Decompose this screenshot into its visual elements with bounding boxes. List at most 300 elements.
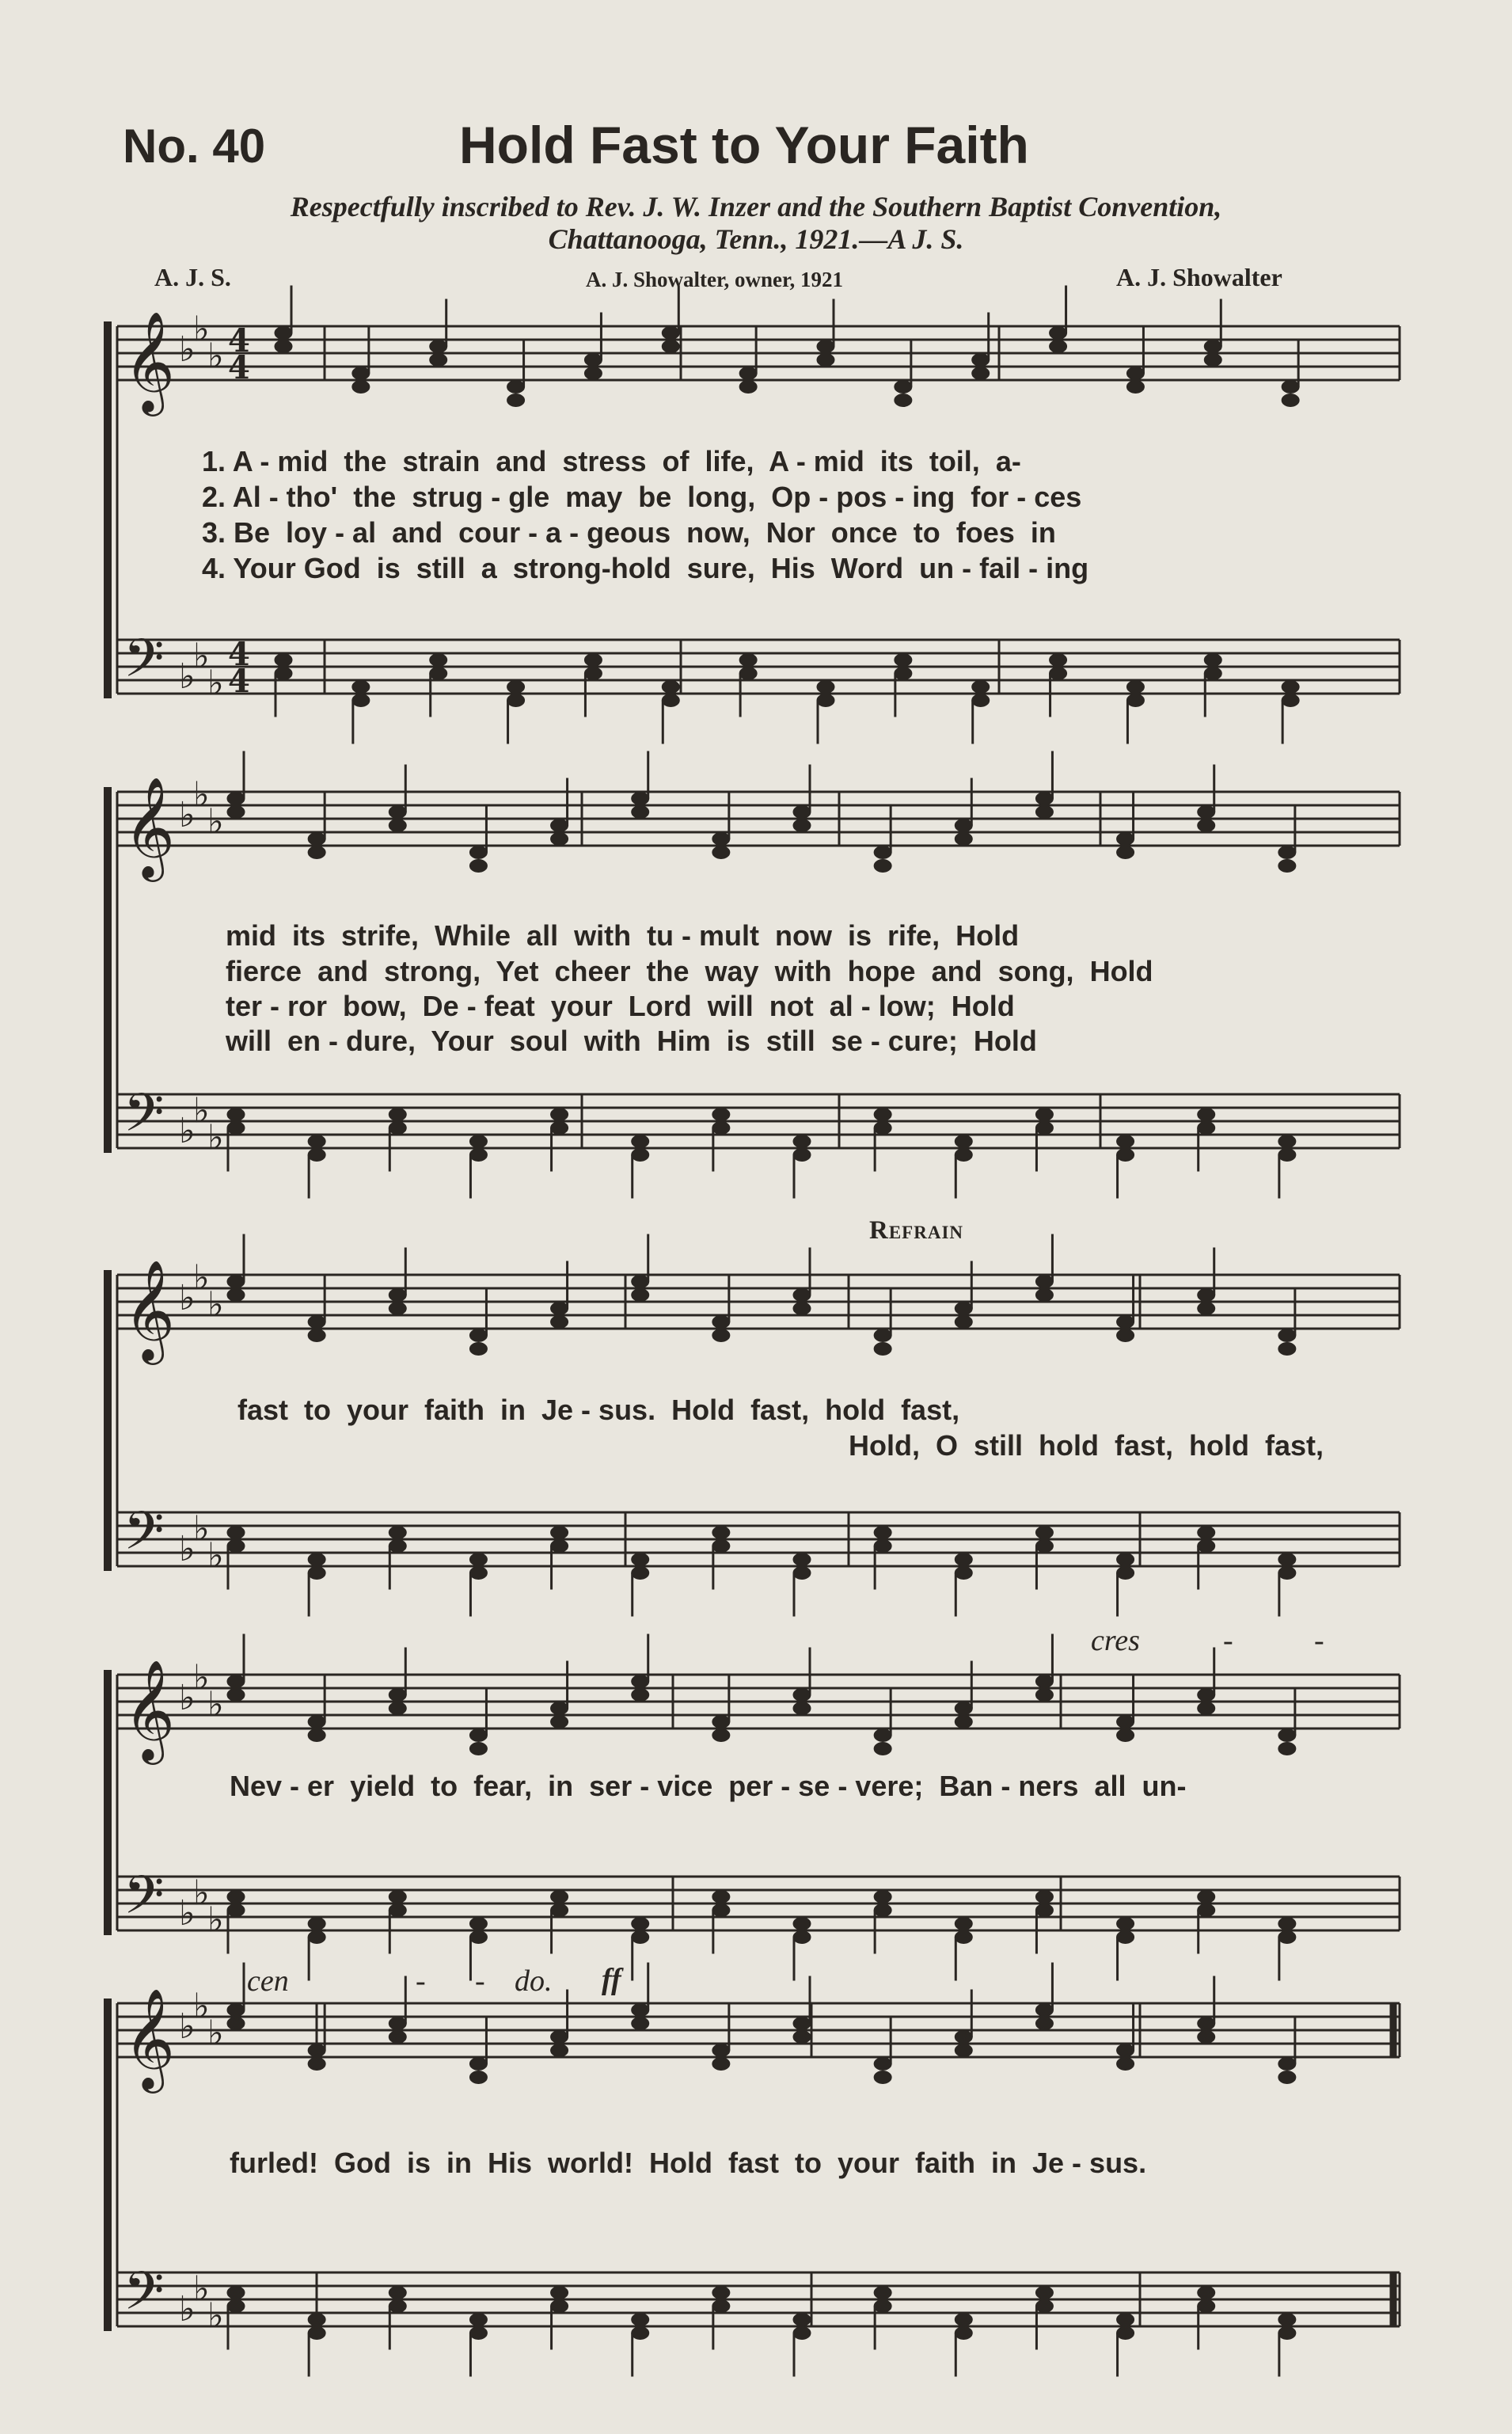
note-head xyxy=(895,394,912,407)
note-head xyxy=(793,820,811,832)
note-head xyxy=(874,2058,891,2071)
note-head xyxy=(632,1135,649,1148)
note-head xyxy=(551,1540,568,1553)
note-head xyxy=(793,2314,811,2326)
time-signature: 4 xyxy=(228,322,250,359)
note-head xyxy=(1126,381,1144,394)
note-head xyxy=(430,354,447,367)
note-head xyxy=(955,820,972,832)
bass-clef-icon: 𝄢 xyxy=(123,1082,165,1156)
flat-icon: ♭ xyxy=(207,336,224,377)
note-head xyxy=(793,806,811,819)
note-head xyxy=(632,2018,649,2030)
note-head xyxy=(1035,1891,1053,1903)
note-head xyxy=(308,1931,325,1944)
note-head xyxy=(551,1891,568,1903)
note-head xyxy=(507,681,525,694)
note-head xyxy=(793,1931,811,1944)
note-head xyxy=(1278,1149,1296,1162)
note-head xyxy=(874,2071,891,2084)
note-head xyxy=(469,1554,487,1566)
verse-1-line-system-2: mid its strife, While all with tu - mult now is rife, Hold xyxy=(226,919,1020,952)
flat-icon: ♭ xyxy=(179,2006,196,2047)
note-head xyxy=(1198,820,1215,832)
note-head xyxy=(1282,394,1299,407)
note-head xyxy=(874,1540,891,1553)
bass-clef-icon: 𝄢 xyxy=(123,1865,165,1938)
note-head xyxy=(227,1122,245,1135)
note-head xyxy=(712,1891,730,1903)
flat-icon: ♭ xyxy=(207,1900,224,1941)
note-head xyxy=(1035,2300,1053,2313)
note-head xyxy=(712,1109,730,1121)
note-head xyxy=(551,833,568,846)
note-head xyxy=(1050,667,1067,680)
note-head xyxy=(955,1702,972,1715)
refrain-label: Refrain xyxy=(869,1216,964,1245)
cen-dash-1: - xyxy=(416,1964,426,1998)
note-head xyxy=(389,1122,406,1135)
note-head xyxy=(1117,1316,1134,1329)
note-head xyxy=(1198,1891,1215,1903)
note-head xyxy=(817,340,834,353)
refrain-line-1: fast to your faith in Je - sus. Hold fast, hold fast, xyxy=(237,1394,960,1426)
note-head xyxy=(632,793,649,805)
note-head xyxy=(389,1540,406,1553)
flat-icon: ♭ xyxy=(207,1684,224,1725)
note-head xyxy=(1117,1918,1134,1930)
flat-icon: ♭ xyxy=(179,795,196,835)
note-head xyxy=(874,2287,891,2299)
note-head xyxy=(227,793,245,805)
note-head xyxy=(1198,2018,1215,2030)
note-head xyxy=(793,2031,811,2044)
cres-marking: cres xyxy=(1091,1624,1140,1657)
note-head xyxy=(874,1109,891,1121)
note-head xyxy=(1035,1276,1053,1288)
note-head xyxy=(227,1109,245,1121)
note-head xyxy=(1035,1540,1053,1553)
note-head xyxy=(817,354,834,367)
note-head xyxy=(469,860,487,873)
note-head xyxy=(662,340,679,353)
note-head xyxy=(584,367,602,380)
note-head xyxy=(712,1729,730,1742)
note-head xyxy=(712,1716,730,1729)
note-head xyxy=(469,1931,487,1944)
note-head xyxy=(584,354,602,367)
note-head xyxy=(1198,1904,1215,1917)
note-head xyxy=(1282,694,1299,707)
note-head xyxy=(551,2287,568,2299)
note-head xyxy=(551,1109,568,1121)
note-head xyxy=(551,1122,568,1135)
note-head xyxy=(551,1316,568,1329)
note-head xyxy=(662,694,679,707)
note-head xyxy=(632,2327,649,2340)
note-head xyxy=(1282,381,1299,394)
note-head xyxy=(1282,681,1299,694)
note-head xyxy=(793,1702,811,1715)
note-head xyxy=(712,1329,730,1342)
note-head xyxy=(1035,2287,1053,2299)
do-marking: do. xyxy=(515,1964,553,1998)
note-head xyxy=(551,2044,568,2057)
note-head xyxy=(712,2044,730,2057)
note-head xyxy=(874,1904,891,1917)
time-signature: 4 xyxy=(228,349,250,386)
note-head xyxy=(308,1716,325,1729)
note-head xyxy=(1198,1540,1215,1553)
note-head xyxy=(1278,1729,1296,1742)
note-head xyxy=(507,381,525,394)
note-head xyxy=(227,1289,245,1302)
note-head xyxy=(1198,1689,1215,1702)
note-head xyxy=(874,1729,891,1742)
note-head xyxy=(632,1276,649,1288)
note-head xyxy=(739,367,757,380)
note-head xyxy=(1117,1329,1134,1342)
treble-clef-icon: 𝄞 xyxy=(123,1987,176,2089)
note-head xyxy=(551,2031,568,2044)
note-head xyxy=(227,2004,245,2017)
note-head xyxy=(1117,1554,1134,1566)
note-head xyxy=(972,367,990,380)
note-head xyxy=(308,1316,325,1329)
note-head xyxy=(469,2058,487,2071)
treble-clef-icon: 𝄞 xyxy=(123,1659,176,1760)
note-head xyxy=(1050,327,1067,340)
verse-2-line-system-1: 2. Al - tho' the strug - gle may be long, Op - pos - ing for - ces xyxy=(202,481,1082,513)
flat-icon: ♭ xyxy=(179,1111,196,1151)
verse-2-line-system-2: fierce and strong, Yet cheer the way with hope and song, Hold xyxy=(226,955,1153,987)
note-head xyxy=(275,654,292,667)
bass-staff xyxy=(117,640,1400,694)
note-head xyxy=(551,1527,568,1539)
note-head xyxy=(1278,2327,1296,2340)
note-head xyxy=(551,1716,568,1729)
flat-icon: ♭ xyxy=(179,656,196,697)
flat-icon: ♭ xyxy=(193,1508,210,1550)
note-head xyxy=(227,1675,245,1688)
note-head xyxy=(1117,1567,1134,1580)
note-head xyxy=(955,1567,972,1580)
note-head xyxy=(955,2044,972,2057)
bass-clef-icon: 𝄢 xyxy=(123,2261,165,2334)
note-head xyxy=(1117,846,1134,859)
note-head xyxy=(1198,1109,1215,1121)
note-head xyxy=(551,820,568,832)
cen-dash-2: - xyxy=(475,1964,485,1998)
dedication-line-1: Respectfully inscribed to Rev. J. W. Inzer and the Southern Baptist Convention, xyxy=(290,191,1222,222)
note-head xyxy=(662,681,679,694)
note-head xyxy=(1126,694,1144,707)
note-head xyxy=(227,2287,245,2299)
note-head xyxy=(874,1122,891,1135)
note-head xyxy=(227,1891,245,1903)
note-head xyxy=(389,2300,406,2313)
refrain-line-4: furled! God is in His world! Hold fast to your faith in Je - sus. xyxy=(230,2147,1147,2179)
cres-dash-1: - xyxy=(1223,1624,1233,1657)
note-head xyxy=(469,2314,487,2326)
bass-clef-icon: 𝄢 xyxy=(123,628,165,702)
note-head xyxy=(1278,1743,1296,1755)
note-head xyxy=(972,681,990,694)
note-head xyxy=(632,1554,649,1566)
note-head xyxy=(1198,1702,1215,1715)
note-head xyxy=(1117,2044,1134,2057)
note-head xyxy=(793,1303,811,1315)
note-head xyxy=(1126,367,1144,380)
note-head xyxy=(972,354,990,367)
note-head xyxy=(389,2018,406,2030)
note-head xyxy=(352,694,370,707)
note-head xyxy=(793,1689,811,1702)
note-head xyxy=(632,1675,649,1688)
note-head xyxy=(469,1329,487,1342)
note-head xyxy=(430,654,447,667)
note-head xyxy=(955,1149,972,1162)
note-head xyxy=(955,1316,972,1329)
note-head xyxy=(308,1329,325,1342)
note-head xyxy=(712,1316,730,1329)
note-head xyxy=(389,1904,406,1917)
note-head xyxy=(1198,2287,1215,2299)
note-head xyxy=(1126,681,1144,694)
note-head xyxy=(308,1554,325,1566)
note-head xyxy=(389,820,406,832)
note-head xyxy=(1035,2004,1053,2017)
note-head xyxy=(1198,806,1215,819)
note-head xyxy=(955,1135,972,1148)
flat-icon: ♭ xyxy=(193,2269,210,2310)
time-signature: 4 xyxy=(228,636,250,673)
note-head xyxy=(1035,1527,1053,1539)
note-head xyxy=(469,2071,487,2084)
note-head xyxy=(712,1904,730,1917)
note-head xyxy=(1278,1554,1296,1566)
flat-icon: ♭ xyxy=(207,1117,224,1158)
note-head xyxy=(1117,1135,1134,1148)
refrain-line-3: Nev - er yield to fear, in ser - vice per - se - vere; Ban - ners all un- xyxy=(230,1770,1187,1802)
note-head xyxy=(551,1904,568,1917)
note-head xyxy=(955,1931,972,1944)
note-head xyxy=(389,1891,406,1903)
note-head xyxy=(1035,1904,1053,1917)
flat-icon: ♭ xyxy=(193,1257,210,1299)
note-head xyxy=(389,2287,406,2299)
note-head xyxy=(1050,340,1067,353)
verse-4-line-system-1: 4. Your God is still a strong-hold sure, His Word un - fail - ing xyxy=(202,552,1089,584)
note-head xyxy=(955,1303,972,1315)
note-head xyxy=(712,1540,730,1553)
fortissimo-marking: ff xyxy=(602,1963,621,1996)
flat-icon: ♭ xyxy=(193,1873,210,1914)
note-head xyxy=(1117,833,1134,846)
dedication-line-2: Chattanooga, Tenn., 1921.—A J. S. xyxy=(548,223,964,255)
flat-icon: ♭ xyxy=(179,1529,196,1569)
note-head xyxy=(1117,1716,1134,1729)
note-head xyxy=(895,381,912,394)
note-head xyxy=(352,681,370,694)
note-head xyxy=(793,1135,811,1148)
note-head xyxy=(1050,654,1067,667)
note-head xyxy=(793,1149,811,1162)
note-head xyxy=(1278,1343,1296,1356)
note-head xyxy=(308,1135,325,1148)
note-head xyxy=(793,1567,811,1580)
note-head xyxy=(1278,1135,1296,1148)
note-head xyxy=(712,833,730,846)
note-head xyxy=(1198,1527,1215,1539)
note-head xyxy=(275,667,292,680)
note-head xyxy=(662,327,679,340)
note-head xyxy=(1035,806,1053,819)
note-head xyxy=(874,1343,891,1356)
note-head xyxy=(1117,2058,1134,2071)
note-head xyxy=(712,2058,730,2071)
flat-icon: ♭ xyxy=(179,2289,196,2329)
note-head xyxy=(227,1276,245,1288)
note-head xyxy=(955,1716,972,1729)
note-head xyxy=(1035,2018,1053,2030)
music-credit: A. J. Showalter xyxy=(1116,263,1282,291)
note-head xyxy=(469,1343,487,1356)
note-head xyxy=(1278,1931,1296,1944)
note-head xyxy=(632,1931,649,1944)
note-head xyxy=(632,1918,649,1930)
verse-3-line-system-2: ter - ror bow, De - feat your Lord will not al - low; Hold xyxy=(226,990,1015,1022)
note-head xyxy=(874,846,891,859)
flat-icon: ♭ xyxy=(193,309,210,350)
note-head xyxy=(507,394,525,407)
note-head xyxy=(955,2327,972,2340)
note-head xyxy=(275,327,292,340)
note-head xyxy=(874,860,891,873)
flat-icon: ♭ xyxy=(179,1678,196,1718)
note-head xyxy=(874,1527,891,1539)
note-head xyxy=(1278,846,1296,859)
note-head xyxy=(955,2314,972,2326)
note-head xyxy=(955,2031,972,2044)
flat-icon: ♭ xyxy=(193,1657,210,1698)
note-head xyxy=(1035,1675,1053,1688)
note-head xyxy=(1035,1289,1053,1302)
note-head xyxy=(712,1527,730,1539)
flat-icon: ♭ xyxy=(193,1986,210,2027)
note-head xyxy=(308,2058,325,2071)
note-head xyxy=(793,1289,811,1302)
flat-icon: ♭ xyxy=(179,1278,196,1318)
note-head xyxy=(1198,1303,1215,1315)
note-head xyxy=(389,1109,406,1121)
flat-icon: ♭ xyxy=(207,1535,224,1576)
note-head xyxy=(955,833,972,846)
note-head xyxy=(1198,1289,1215,1302)
note-head xyxy=(1117,1149,1134,1162)
refrain-line-2-alto: Hold, O still hold fast, hold fast, xyxy=(849,1429,1324,1462)
note-head xyxy=(308,2044,325,2057)
flat-icon: ♭ xyxy=(207,663,224,704)
note-head xyxy=(1278,860,1296,873)
note-head xyxy=(632,1149,649,1162)
note-head xyxy=(1278,1567,1296,1580)
treble-clef-icon: 𝄞 xyxy=(123,1259,176,1360)
note-head xyxy=(469,1729,487,1742)
note-head xyxy=(227,2018,245,2030)
note-head xyxy=(1035,1689,1053,1702)
note-head xyxy=(895,654,912,667)
note-head xyxy=(389,1527,406,1539)
note-head xyxy=(632,1567,649,1580)
note-head xyxy=(1204,654,1221,667)
note-head xyxy=(430,340,447,353)
note-head xyxy=(1278,2314,1296,2326)
note-head xyxy=(874,1891,891,1903)
cres-dash-2: - xyxy=(1314,1624,1324,1657)
note-head xyxy=(817,694,834,707)
note-head xyxy=(469,1149,487,1162)
note-head xyxy=(739,654,757,667)
note-head xyxy=(469,1743,487,1755)
note-head xyxy=(632,1289,649,1302)
note-head xyxy=(469,1918,487,1930)
note-head xyxy=(895,667,912,680)
note-head xyxy=(227,1689,245,1702)
note-head xyxy=(793,2327,811,2340)
note-head xyxy=(1117,2327,1134,2340)
flat-icon: ♭ xyxy=(207,1284,224,1325)
note-head xyxy=(632,2314,649,2326)
note-head xyxy=(469,1567,487,1580)
cen-marking: cen xyxy=(247,1964,289,1998)
note-head xyxy=(584,667,602,680)
hymn-number: No. 40 xyxy=(123,120,266,173)
note-head xyxy=(430,667,447,680)
treble-clef-icon: 𝄞 xyxy=(123,310,176,412)
note-head xyxy=(955,1554,972,1566)
note-head xyxy=(308,2314,325,2326)
note-head xyxy=(1198,1122,1215,1135)
note-head xyxy=(712,1122,730,1135)
note-head xyxy=(584,654,602,667)
note-head xyxy=(712,846,730,859)
note-head xyxy=(1278,2058,1296,2071)
note-head xyxy=(1204,340,1221,353)
note-head xyxy=(389,1702,406,1715)
verse-4-line-system-2: will en - dure, Your soul with Him is still se - cure; Hold xyxy=(226,1025,1037,1057)
note-head xyxy=(739,381,757,394)
note-head xyxy=(793,2018,811,2030)
note-head xyxy=(469,846,487,859)
note-head xyxy=(1035,1109,1053,1121)
note-head xyxy=(793,1554,811,1566)
note-head xyxy=(389,1289,406,1302)
note-head xyxy=(1204,667,1221,680)
note-head xyxy=(632,1689,649,1702)
note-head xyxy=(1198,2031,1215,2044)
time-signature: 4 xyxy=(228,663,250,700)
note-head xyxy=(1278,1918,1296,1930)
note-head xyxy=(712,2300,730,2313)
note-head xyxy=(469,1135,487,1148)
verse-3-line-system-1: 3. Be loy - al and cour - a - geous now, Nor once to foes in xyxy=(202,516,1056,549)
words-credit: A. J. S. xyxy=(154,263,231,291)
note-head xyxy=(632,806,649,819)
note-head xyxy=(308,1729,325,1742)
note-head xyxy=(1117,2314,1134,2326)
note-head xyxy=(227,1527,245,1539)
